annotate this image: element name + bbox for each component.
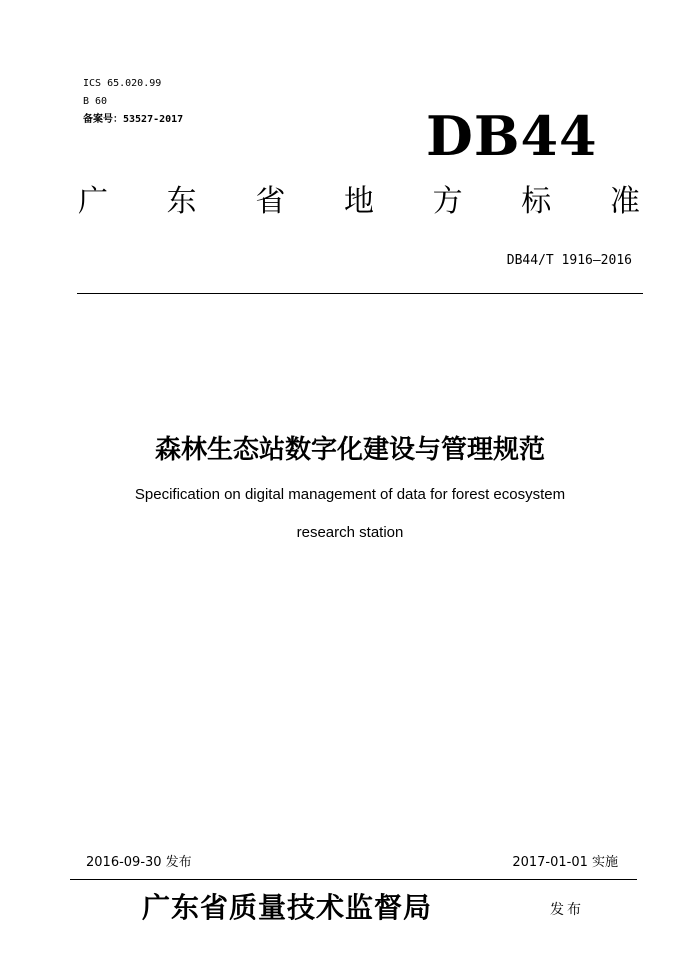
bottom-divider — [70, 879, 637, 880]
standard-type-char: 东 — [166, 184, 197, 219]
standard-type-char: 准 — [609, 184, 640, 219]
standard-type-char: 省 — [255, 184, 286, 219]
standard-type-char: 标 — [521, 184, 552, 219]
top-divider — [77, 293, 643, 294]
standard-type-row — [78, 182, 640, 222]
english-title-line-1: Specification on digital management of data for forest ecosystem — [134, 486, 566, 503]
ccs-code: B 60 — [83, 96, 108, 107]
standard-type-char: 广 — [78, 184, 108, 219]
issuing-authority: 广东省质量技术监督局 — [142, 891, 433, 924]
standard-type-char: 地 — [343, 184, 374, 219]
standard-number: DB44/T 1916—2016 — [506, 253, 632, 268]
standard-type-char: 方 — [432, 184, 463, 219]
record-number: 备案号：53527-2017 — [83, 114, 184, 125]
ics-code: ICS 65.020.99 — [83, 78, 162, 89]
release-date: 2016-09-30 发布 — [86, 855, 192, 870]
implementation-date: 2017-01-01 实施 — [512, 855, 618, 870]
issue-label: 发布 — [550, 902, 584, 918]
english-title-line-2: research station — [296, 524, 404, 541]
chinese-title: 森林生态站数字化建设与管理规范 — [154, 435, 545, 465]
standard-mark: DB44 — [426, 104, 598, 168]
